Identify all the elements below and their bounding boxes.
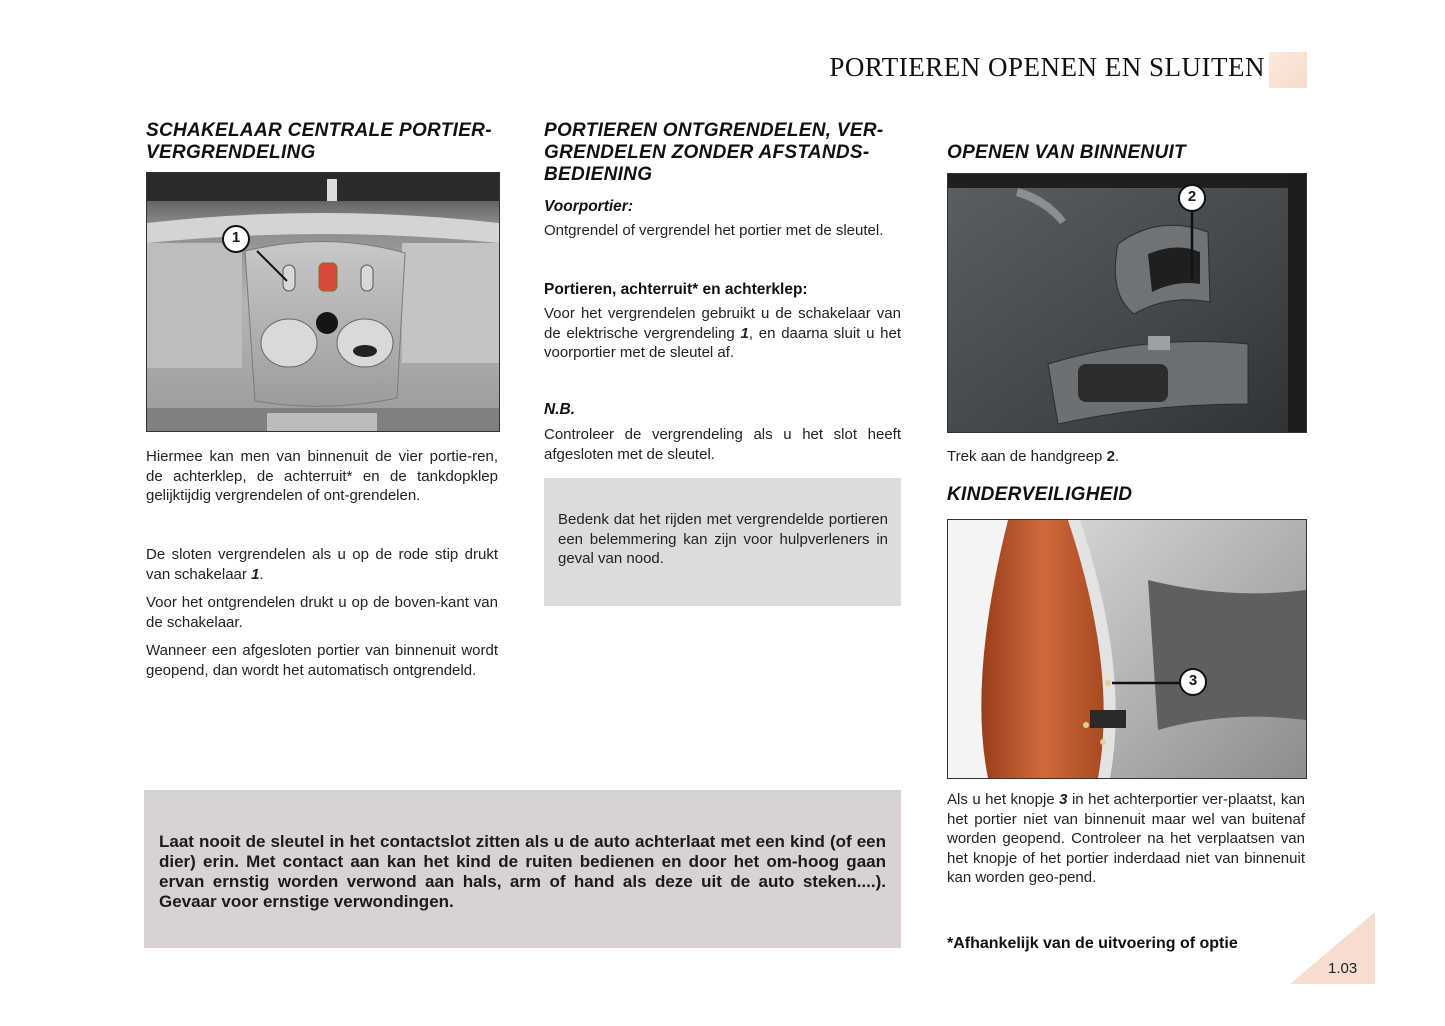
central-locking-unlock-instruction: Voor het ontgrendelen drukt u op de boven-kant van de schakelaar. bbox=[146, 594, 498, 631]
section-heading-central-locking bbox=[146, 120, 506, 164]
nb-heading: N.B. bbox=[544, 401, 575, 418]
text-run: in het achterportier ver-plaatst, kan het portier niet van binnenuit maar wel van buitenaf worden geopend. Controleer na het verplaatsen van het knopje of het portier inderdaad niet van binnenuit kan worden geo-pend. bbox=[947, 791, 1306, 886]
handle-caption bbox=[947, 447, 1305, 467]
callout-1: 1 bbox=[231, 229, 241, 246]
text-run: Trek aan de handgreep bbox=[947, 448, 1107, 465]
text-run: . bbox=[259, 565, 264, 583]
photo-interior-door-handle bbox=[947, 173, 1307, 433]
heading-line: PORTIEREN ONTGRENDELEN, VER- bbox=[544, 120, 884, 141]
text-run: Voor het vergrendelen gebruikt u de schakelaar van de elektrische vergrendeling bbox=[544, 305, 901, 342]
nb-text: Controleer de vergrendeling als u het slot heeft afgesloten met de sleutel. bbox=[544, 426, 901, 463]
handle-ref: 2 bbox=[1106, 448, 1115, 465]
front-door-subheading: Voorportier: bbox=[544, 198, 633, 215]
heading-line: GRENDELEN ZONDER AFSTANDS- bbox=[544, 142, 870, 163]
photo-roof-console-switch bbox=[146, 172, 500, 432]
front-door-text: Ontgrendel of vergrendel het portier met de sleutel. bbox=[544, 222, 884, 239]
switch-ref: 1 bbox=[251, 565, 260, 583]
child-safety-text bbox=[947, 790, 1305, 888]
warning-text: Laat nooit de sleutel in het contactslot zitten als u de auto achterlaat met een kind (of een dier) erin. Met contact aan kan het kind de ruiten bedienen en door het om-hoog gaan ervan ernstig worden verwond aan hals, arm of hand als deze uit de auto steken....). Gevaar voor ernstige verwondingen. bbox=[159, 832, 886, 911]
page-number: 1.03 bbox=[1328, 960, 1358, 977]
page-title: PORTIEREN OPENEN EN SLUITEN bbox=[829, 52, 1265, 82]
text-run: , en daarna sluit u het voorportier met de sleutel af. bbox=[544, 324, 902, 361]
text-run: De sloten vergrendelen als u op de rode stip drukt van schakelaar bbox=[146, 546, 498, 583]
rear-doors-subheading: Portieren, achterruit* en achterklep: bbox=[544, 281, 808, 298]
central-locking-intro: Hiermee kan men van binnenuit de vier portie-ren, de achterklep, de achterruit* en de tankdopklep gelijktijdig vergrendelen of ont-grendelen. bbox=[146, 448, 498, 504]
rear-doors-text bbox=[544, 304, 901, 363]
section-heading-lock-without-remote bbox=[544, 120, 902, 186]
photo-child-lock bbox=[947, 519, 1307, 779]
heading-line: SCHAKELAAR CENTRALE PORTIER- bbox=[146, 120, 492, 141]
section-heading-open-from-inside: OPENEN VAN BINNENUIT bbox=[947, 142, 1186, 163]
footnote-optional: *Afhankelijk van de uitvoering of optie bbox=[947, 935, 1238, 952]
callout-2: 2 bbox=[1187, 188, 1197, 205]
warning-box bbox=[144, 790, 901, 948]
heading-line: BEDIENING bbox=[544, 164, 653, 185]
section-heading-child-safety: KINDERVEILIGHEID bbox=[947, 484, 1133, 505]
note-box-text: Bedenk dat het rijden met vergrendelde portieren een belemmering kan zijn voor hulpverleners in geval van nood. bbox=[558, 511, 888, 567]
title-accent-tab bbox=[1269, 52, 1307, 88]
heading-line: VERGRENDELING bbox=[146, 142, 316, 163]
knob-ref: 3 bbox=[1059, 791, 1068, 808]
note-box bbox=[544, 478, 901, 606]
text-run: . bbox=[1114, 448, 1120, 465]
central-locking-auto-unlock: Wanneer een afgesloten portier van binnenuit wordt geopend, dan wordt het automatisch ontgrendeld. bbox=[146, 642, 498, 679]
callout-3: 3 bbox=[1188, 672, 1198, 689]
text-run: Als u het knopje bbox=[947, 791, 1060, 808]
switch-ref: 1 bbox=[740, 324, 749, 342]
central-locking-lock-instruction bbox=[146, 545, 498, 584]
